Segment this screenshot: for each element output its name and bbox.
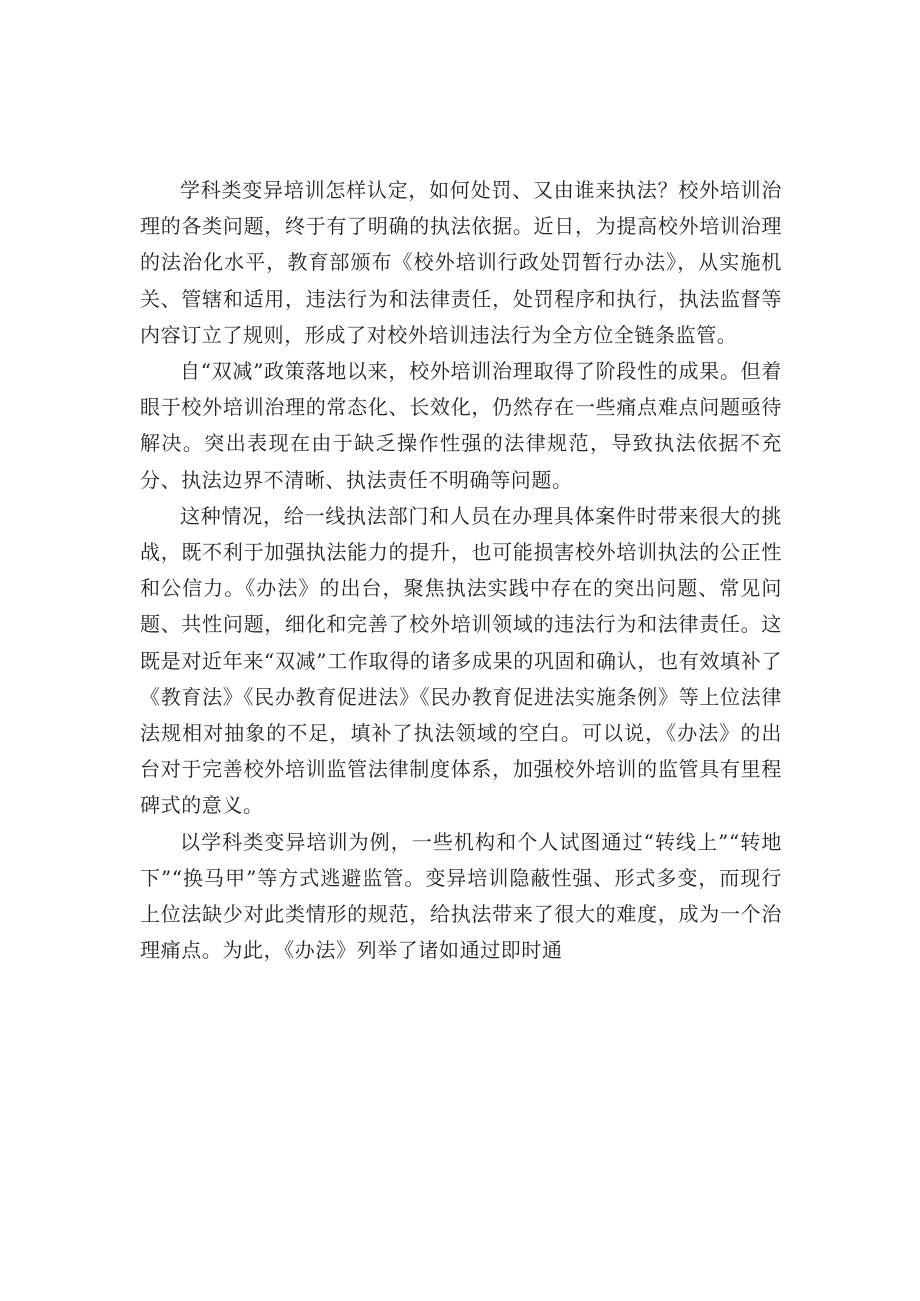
paragraph-3: 这种情况，给一线执法部门和人员在办理具体案件时带来很大的挑战，既不利于加强执法能力的提升，也可能损害校外培训执法的公正性和公信力。《办法》的出台，聚焦执法实践中存在的突出问题、常见问题、共性问题，细化和完善了校外培训领域的违法行为和法律责任。这既是对近年来“双减”工作取得的诸多成果的巩固和确认，也有效填补了《教育法》《民办教育促进法》《民办教育促进法实施条例》等上位法律法规相对抽象的不足，填补了执法领域的空白。可以说，《办法》的出台对于完善校外培训监管法律制度体系，加强校外培训的监管具有里程碑式的意义。 (140, 503, 782, 818)
document-body (140, 172, 782, 968)
paragraph-4: 以学科类变异培训为例，一些机构和个人试图通过“转线上”“转地下”“换马甲”等方式逃避监管。变异培训隐蔽性强、形式多变，而现行上位法缺少对此类情形的规范，给执法带来了很大的难度，成为一个治理痛点。为此，《办法》列举了诸如通过即时通 (140, 829, 782, 963)
paragraph-2: 自“双减”政策落地以来，校外培训治理取得了阶段性的成果。但着眼于校外培训治理的常态化、长效化，仍然存在一些痛点难点问题亟待解决。突出表现在由于缺乏操作性强的法律规范，导致执法依据不充分、执法边界不清晰、执法责任不明确等问题。 (140, 359, 782, 492)
paragraph-1: 学科类变异培训怎样认定，如何处罚、又由谁来执法？校外培训治理的各类问题，终于有了明确的执法依据。近日，为提高校外培训治理的法治化水平，教育部颁布《校外培训行政处罚暂行办法》，从实施机关、管辖和适用，违法行为和法律责任，处罚程序和执行，执法监督等内容订立了规则，形成了对校外培训违法行为全方位全链条监管。 (140, 178, 782, 347)
